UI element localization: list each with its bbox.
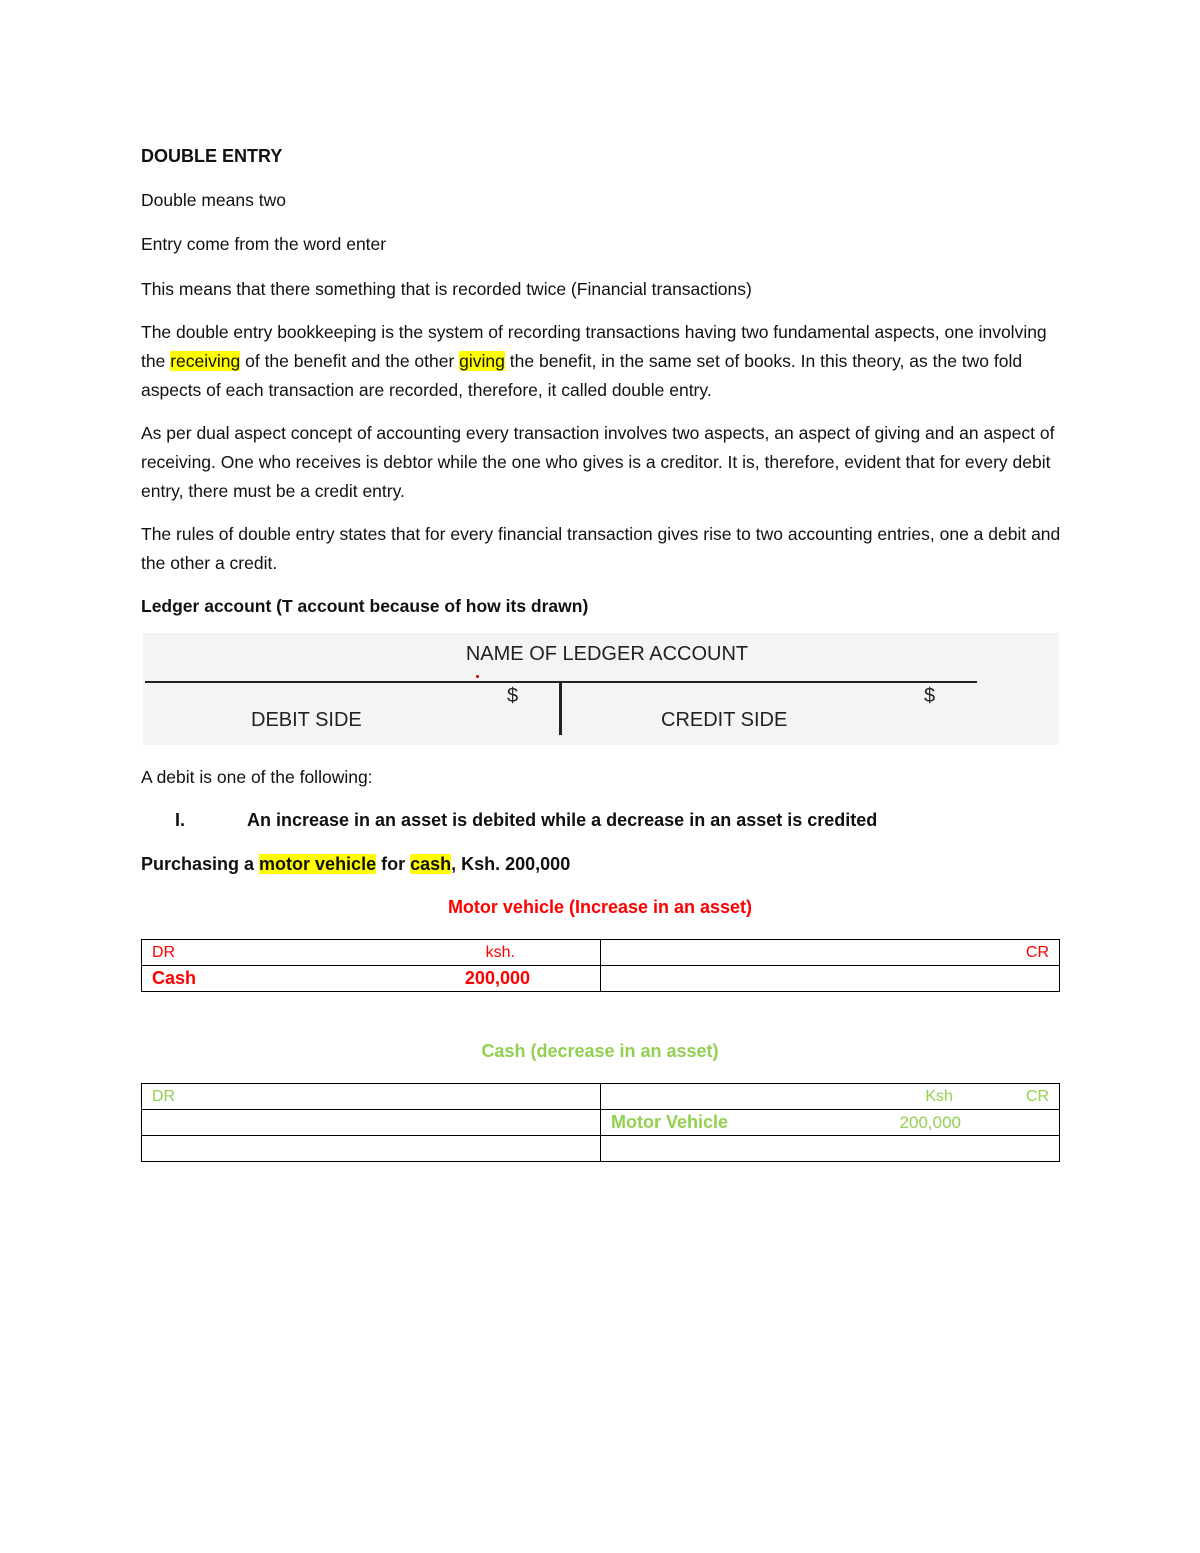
cr-label: CR bbox=[1025, 943, 1049, 961]
t-account-diagram bbox=[143, 633, 1059, 745]
empty-cell bbox=[601, 1136, 1060, 1162]
credit-side-label: CREDIT SIDE bbox=[661, 709, 788, 731]
ksh-label: Ksh bbox=[925, 1087, 953, 1105]
debit-side-label: DEBIT SIDE bbox=[251, 709, 362, 731]
paragraph-rules: The rules of double entry states that for every financial transaction gives rise to two accounting entries, one a debit and the other a credit. bbox=[141, 524, 1061, 573]
example-text: Purchasing a bbox=[141, 854, 260, 874]
example-text: , Ksh. 200,000 bbox=[451, 854, 571, 874]
highlight-receiving: receiving bbox=[170, 351, 241, 371]
debit-entry-cell bbox=[142, 966, 601, 992]
entry-name: Motor Vehicle bbox=[611, 1112, 729, 1132]
t-account-vertical-line bbox=[559, 683, 562, 735]
table-row bbox=[142, 940, 1060, 966]
highlight-motor-vehicle: motor vehicle bbox=[259, 854, 377, 874]
debit-intro: A debit is one of the following: bbox=[141, 767, 373, 787]
list-text: An increase in an asset is debited while a decrease in an asset is credited bbox=[247, 810, 878, 830]
cr-label: CR bbox=[1025, 1087, 1049, 1105]
empty-cell bbox=[142, 1136, 601, 1162]
credit-header-cell bbox=[601, 940, 1060, 966]
debit-header-cell bbox=[142, 1084, 601, 1110]
dr-label: DR bbox=[152, 1087, 176, 1105]
red-dot bbox=[476, 675, 479, 678]
credit-header-cell bbox=[601, 1084, 1060, 1110]
ledger-heading: Ledger account (T account because of how its drawn) bbox=[141, 596, 589, 616]
dr-label: DR bbox=[152, 943, 176, 961]
entry-amount: 200,000 bbox=[899, 1112, 961, 1132]
table-row bbox=[142, 1110, 1060, 1136]
credit-entry-cell bbox=[601, 966, 1060, 992]
highlight-cash: cash bbox=[410, 854, 452, 874]
cash-account-title: Cash (decrease in an asset) bbox=[481, 1041, 719, 1061]
para-text: the benefit, in the same set of books. In this theory, as the two fold aspects of each transaction are recorded, therefore, it called double entry. bbox=[141, 351, 1023, 400]
paragraph-dual-aspect: As per dual aspect concept of accounting every transaction involves two aspects, an aspect of giving and an aspect of receiving. One who receives is debtor while the one who gives is a creditor. It is, therefore, evident that for every debit entry, there must be a credit entry. bbox=[141, 423, 1055, 501]
debit-entry-cell bbox=[142, 1110, 601, 1136]
paragraph-double-entry bbox=[141, 318, 1061, 405]
cash-account-table bbox=[141, 1083, 1060, 1162]
list-number: I. bbox=[175, 810, 186, 830]
text-line: Entry come from the word enter bbox=[141, 234, 387, 254]
t-account-name: NAME OF LEDGER ACCOUNT bbox=[465, 643, 749, 665]
debit-header-cell bbox=[142, 940, 601, 966]
dollar-left: $ bbox=[507, 685, 519, 707]
entry-amount: 200,000 bbox=[464, 968, 530, 988]
text-line: This means that there something that is recorded twice (Financial transactions) bbox=[141, 279, 752, 299]
page-title: DOUBLE ENTRY bbox=[141, 146, 283, 166]
table-row bbox=[142, 1136, 1060, 1162]
motor-account-table bbox=[141, 939, 1060, 992]
dollar-right: $ bbox=[924, 685, 936, 707]
highlight-giving: giving bbox=[459, 351, 505, 371]
example-line bbox=[141, 850, 570, 878]
para-text: of the benefit and the other bbox=[240, 351, 460, 371]
table-row bbox=[142, 966, 1060, 992]
para-text: The double entry bookkeeping is the system of recording transactions having two fundamental aspects, one involving the bbox=[141, 322, 1047, 371]
example-text: for bbox=[376, 854, 411, 874]
text-line: Double means two bbox=[141, 190, 286, 210]
entry-name: Cash bbox=[152, 968, 197, 988]
motor-account-title: Motor vehicle (Increase in an asset) bbox=[447, 897, 753, 917]
ksh-label: ksh. bbox=[485, 943, 515, 961]
credit-entry-cell bbox=[601, 1110, 1060, 1136]
table-row bbox=[142, 1084, 1060, 1110]
